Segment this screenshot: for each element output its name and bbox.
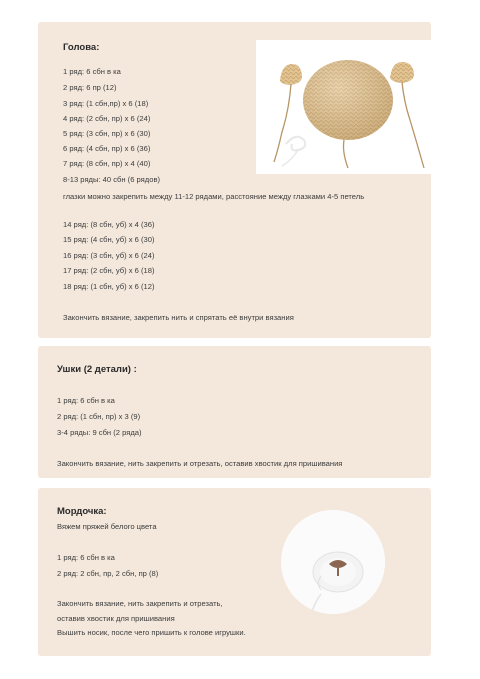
head-row-3: 3 ряд: (1 сбн,пр) х 6 (18) <box>63 99 149 108</box>
head-finish-note: Закончить вязание, закрепить нить и спрятать её внутри вязания <box>63 313 294 322</box>
muzzle-photo <box>281 510 385 614</box>
head-row-1: 1 ряд: 6 сбн в ка <box>63 67 121 76</box>
head-row-5: 5 ряд: (3 сбн, пр) х 6 (30) <box>63 129 151 138</box>
ears-row-1: 1 ряд: 6 сбн в ка <box>57 396 115 405</box>
ears-rows-3-4: 3-4 ряды: 9 сбн (2 ряда) <box>57 428 142 437</box>
muzzle-section-title: Мордочка: <box>57 506 107 517</box>
head-row-16: 16 ряд: (3 сбн, уб) х 6 (24) <box>63 251 155 260</box>
head-and-ears-photo <box>256 40 432 174</box>
muzzle-yarn-note: Вяжем пряжей белого цвета <box>57 522 157 531</box>
head-row-18: 18 ряд: (1 сбн, уб) х 6 (12) <box>63 282 155 291</box>
ears-finish-note: Закончить вязание, нить закрепить и отрезать, оставив хвостик для пришивания <box>57 459 343 468</box>
head-row-14: 14 ряд: (8 сбн, уб) х 4 (36) <box>63 220 155 229</box>
muzzle-finish-note-1: Закончить вязание, нить закрепить и отрезать, <box>57 599 223 608</box>
muzzle-finish-note-2: оставив хвостик для пришивания <box>57 614 175 623</box>
head-row-4: 4 ряд: (2 сбн, пр) х 6 (24) <box>63 114 151 123</box>
ears-row-2: 2 ряд: (1 сбн, пр) х 3 (9) <box>57 412 141 421</box>
muzzle-row-2: 2 ряд: 2 сбн, пр, 2 сбн, пр (8) <box>57 569 159 578</box>
ears-section-title: Ушки (2 детали) : <box>57 364 137 375</box>
head-row-7: 7 ряд: (8 сбн, пр) х 4 (40) <box>63 159 151 168</box>
muzzle-nose-note: Вышить носик, после чего пришить к голове игрушки. <box>57 628 246 637</box>
head-row-15: 15 ряд: (4 сбн, уб) х 6 (30) <box>63 235 155 244</box>
head-row-6: 6 ряд: (4 сбн, пр) х 6 (36) <box>63 144 151 153</box>
muzzle-row-1: 1 ряд: 6 сбн в ка <box>57 553 115 562</box>
head-rows-8-13: 8-13 ряды: 40 сбн (6 рядов) <box>63 175 161 184</box>
head-eyes-note: глазки можно закрепить между 11-12 рядами, расстояние между глазками 4-5 петель <box>63 192 365 201</box>
head-row-2: 2 ряд: 6 пр (12) <box>63 83 117 92</box>
head-row-17: 17 ряд: (2 сбн, уб) х 6 (18) <box>63 266 155 275</box>
head-section-title: Голова: <box>63 42 100 53</box>
